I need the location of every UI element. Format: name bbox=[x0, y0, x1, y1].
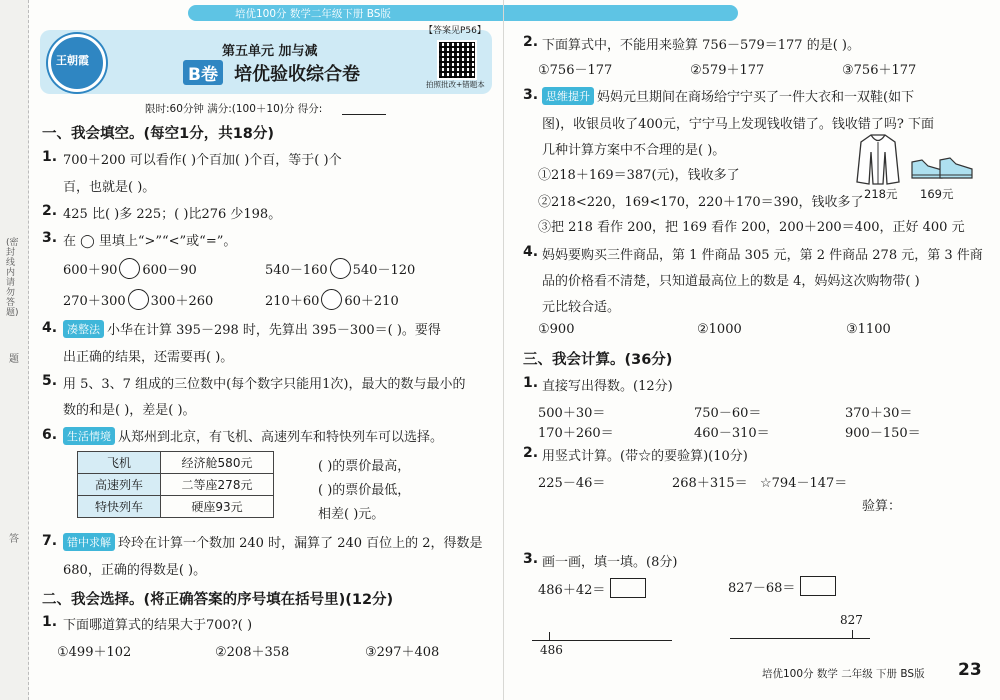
q3-e4-left: 210＋60 bbox=[265, 294, 320, 309]
s2q4-number: 4. bbox=[523, 244, 539, 260]
number-line-2 bbox=[730, 638, 870, 639]
score-underline bbox=[342, 114, 386, 115]
q6-blank-2: ( )的票价最低， bbox=[318, 483, 411, 498]
q3-e1-left: 600＋90 bbox=[63, 263, 118, 278]
table-row bbox=[78, 452, 274, 474]
calc-item: 460－310＝ bbox=[694, 426, 770, 441]
q3-line: 在 ◯ 里填上“>”“<”或“=”。 bbox=[63, 234, 237, 249]
q6-number: 6. bbox=[42, 427, 58, 443]
table-row bbox=[78, 474, 274, 496]
exam-info: 限时:60分钟 满分:(100＋10)分 得分: bbox=[145, 103, 323, 115]
page-number: 23 bbox=[958, 660, 982, 680]
page-fold bbox=[503, 0, 504, 700]
q3-expr-2 bbox=[265, 258, 415, 279]
s3q2-number: 2. bbox=[523, 445, 539, 461]
coat-icon bbox=[855, 132, 901, 186]
s3q2-line: 用竖式计算。(带☆的要验算)(10分) bbox=[542, 449, 748, 464]
s3q3-e1-text: 486＋42＝ bbox=[538, 583, 606, 598]
check-label: 验算： bbox=[862, 499, 902, 514]
s2q4-option-3[interactable]: ③1100 bbox=[846, 322, 891, 337]
s2q3-line2: 图)，收银员收了400元，宁宁马上发现钱收错了。钱收错了吗? 下面 bbox=[542, 117, 934, 132]
s2q2-line: 下面算式中，不能用来验算 756－579＝177 的是( )。 bbox=[542, 38, 860, 53]
shoe-price: 169元 bbox=[920, 187, 954, 201]
s2q4-option-2[interactable]: ②1000 bbox=[697, 322, 742, 337]
table-cell: 经济舱580元 bbox=[161, 452, 274, 474]
q3-expr-1 bbox=[63, 258, 197, 279]
series-label: 培优100分 数学二年级下册 BS版 bbox=[235, 8, 391, 20]
section-2-title: 二、我会选择。(将正确答案的序号填在括号里)(12分) bbox=[42, 592, 394, 608]
q3-e2-right: 540－120 bbox=[352, 263, 416, 278]
s3q3-e2-text: 827－68＝ bbox=[728, 581, 796, 596]
answer-box[interactable] bbox=[610, 578, 646, 598]
s2q1-option-3[interactable]: ③297＋408 bbox=[365, 645, 440, 660]
compare-circle[interactable] bbox=[321, 289, 342, 310]
s2q1-option-1[interactable]: ①499＋102 bbox=[57, 645, 132, 660]
q5-line1: 用 5、3、7 组成的三位数中(每个数字只能用1次)，最大的数与最小的 bbox=[63, 377, 466, 392]
s2q3-number: 3. bbox=[523, 87, 539, 103]
q7-tag: 错中求解 bbox=[63, 533, 115, 551]
q6-blank-1: ( )的票价最高， bbox=[318, 459, 411, 474]
table-cell: 硬座93元 bbox=[161, 496, 274, 518]
q6-line bbox=[63, 426, 443, 445]
s3q3-number: 3. bbox=[523, 551, 539, 567]
s3q3-expr-2 bbox=[728, 576, 836, 596]
compare-circle[interactable] bbox=[128, 289, 149, 310]
s2q3-tag: 思维提升 bbox=[542, 87, 594, 105]
paper-title-row bbox=[183, 60, 360, 86]
s3q3-expr-1 bbox=[538, 578, 646, 598]
brand-logo bbox=[48, 34, 106, 92]
q7-text: 玲玲在计算一个数加 240 时，漏算了 240 百位上的 2，得数是 bbox=[118, 536, 483, 551]
s2q4-line3: 元比较合适。 bbox=[542, 300, 621, 315]
q4-text: 小华在计算 395－298 时，先算出 395－300＝( )。要得 bbox=[107, 323, 441, 338]
s2q3-option-2[interactable]: ②218<220，169<170，220＋170＝390，钱收多了 bbox=[538, 195, 864, 210]
unit-title: 第五单元 加与减 bbox=[222, 44, 318, 59]
table-row bbox=[78, 496, 274, 518]
q5-number: 5. bbox=[42, 373, 58, 389]
section-1-title: 一、我会填空。(每空1分，共18分) bbox=[42, 126, 275, 142]
s2q3-option-3[interactable]: ③把 218 看作 200，把 169 看作 200，200＋200＝400，正好 400 元 bbox=[538, 220, 965, 235]
table-cell: 高速列车 bbox=[78, 474, 161, 496]
s2q1-option-2[interactable]: ②208＋358 bbox=[215, 645, 290, 660]
number-line-1-tick bbox=[549, 632, 550, 641]
ticket-price-table bbox=[77, 451, 274, 518]
margin-note: (密封线内请勿答题) bbox=[6, 238, 19, 318]
s3q3-line: 画一画，填一填。(8分) bbox=[542, 555, 678, 570]
s2q1-number: 1. bbox=[42, 614, 58, 630]
q3-e1-right: 600－90 bbox=[142, 263, 197, 278]
q2-number: 2. bbox=[42, 203, 58, 219]
answer-box[interactable] bbox=[800, 576, 836, 596]
coat-price: 218元 bbox=[864, 187, 898, 201]
number-line-1-label: 486 bbox=[540, 643, 563, 657]
s2q4-line1: 妈妈要购买三件商品，第 1 件商品 305 元，第 2 件商品 278 元，第 3 件商 bbox=[542, 248, 983, 263]
vertical-calc-item: ☆794－147＝ bbox=[760, 476, 848, 491]
q1-number: 1. bbox=[42, 149, 58, 165]
calc-item: 370＋30＝ bbox=[845, 406, 913, 421]
q3-e3-right: 300＋260 bbox=[150, 294, 214, 309]
q6-text: 从郑州到北京，有飞机、高速列车和特快列车可以选择。 bbox=[118, 430, 444, 445]
s2q3-line3: 几种计算方案中不合理的是( )。 bbox=[542, 143, 726, 158]
q3-expr-4 bbox=[265, 289, 399, 310]
paper-badge: B卷 bbox=[183, 60, 223, 85]
s2q4-option-1[interactable]: ①900 bbox=[538, 322, 575, 337]
calc-item: 170＋260＝ bbox=[538, 426, 614, 441]
q7-line1 bbox=[63, 532, 483, 551]
number-line-2-label: 827 bbox=[840, 613, 863, 627]
s2q3-text: 妈妈元旦期间在商场给宁宁买了一件大衣和一双鞋(如下 bbox=[597, 90, 915, 105]
paper-title: 培优验收综合卷 bbox=[234, 64, 361, 85]
answer-ref: 【答案见P56】 bbox=[424, 26, 486, 36]
margin-char-1: 题 bbox=[9, 354, 19, 365]
compare-circle[interactable] bbox=[119, 258, 140, 279]
q6-blank-3: 相差( )元。 bbox=[318, 507, 385, 522]
q4-line2: 出正确的结果，还需要再( )。 bbox=[63, 350, 234, 365]
qr-caption: 拍照批改+错题本 bbox=[426, 80, 485, 89]
q1-line1: 700＋200 可以看作( )个百加( )个百，等于( )个 bbox=[63, 153, 342, 168]
vertical-calc-item: 268＋315＝ bbox=[672, 476, 748, 491]
q7-line2: 680，正确的得数是( )。 bbox=[63, 563, 207, 578]
s2q2-number: 2. bbox=[523, 34, 539, 50]
shoes-icon bbox=[908, 152, 978, 184]
margin-char-2: 答 bbox=[9, 534, 19, 545]
q3-e4-right: 60＋210 bbox=[344, 294, 399, 309]
s2q3-line1 bbox=[542, 86, 914, 105]
s2q2-option-2[interactable]: ②579＋177 bbox=[690, 63, 765, 78]
vertical-calc-item: 225－46＝ bbox=[538, 476, 606, 491]
q6-tag: 生活情境 bbox=[63, 427, 115, 445]
s2q4-line2: 品的价格看不清楚，只知道最高位上的数是 4，妈妈这次购物带( ) bbox=[542, 274, 920, 289]
number-line-1 bbox=[532, 640, 672, 641]
footer-info: 培优100分 数学 二年级 下册 BS版 bbox=[762, 668, 925, 680]
table-cell: 二等座278元 bbox=[161, 474, 274, 496]
s2q1-line: 下面哪道算式的结果大于700?( ) bbox=[63, 618, 253, 633]
number-line-2-tick bbox=[852, 630, 853, 639]
s2q3-option-1[interactable]: ①218＋169＝387(元)，钱收多了 bbox=[538, 168, 740, 183]
q2-line: 425 比( )多 225；( )比276 少198。 bbox=[63, 207, 282, 222]
q5-line2: 数的和是( )，差是( )。 bbox=[63, 403, 196, 418]
s3q1-number: 1. bbox=[523, 375, 539, 391]
q3-number: 3. bbox=[42, 230, 58, 246]
s2q2-option-3[interactable]: ③756＋177 bbox=[842, 63, 917, 78]
compare-circle[interactable] bbox=[330, 258, 351, 279]
q4-line1 bbox=[63, 319, 441, 338]
calc-item: 500＋30＝ bbox=[538, 406, 606, 421]
q4-number: 4. bbox=[42, 320, 58, 336]
q3-e2-left: 540－160 bbox=[265, 263, 328, 278]
table-cell: 特快列车 bbox=[78, 496, 161, 518]
q3-e3-left: 270＋300 bbox=[63, 294, 126, 309]
s3q1-line: 直接写出得数。(12分) bbox=[542, 379, 673, 394]
s2q2-option-1[interactable]: ①756－177 bbox=[538, 63, 613, 78]
table-cell: 飞机 bbox=[78, 452, 161, 474]
q3-expr-3 bbox=[63, 289, 213, 310]
calc-item: 750－60＝ bbox=[694, 406, 762, 421]
calc-item: 900－150＝ bbox=[845, 426, 921, 441]
logo-text: 王朝霞 bbox=[56, 54, 89, 67]
q1-line2: 百，也就是( )。 bbox=[63, 180, 156, 195]
section-3-title: 三、我会计算。(36分) bbox=[523, 352, 673, 368]
q7-number: 7. bbox=[42, 533, 58, 549]
qr-code[interactable] bbox=[437, 40, 477, 80]
q4-tag: 凑整法 bbox=[63, 320, 104, 338]
